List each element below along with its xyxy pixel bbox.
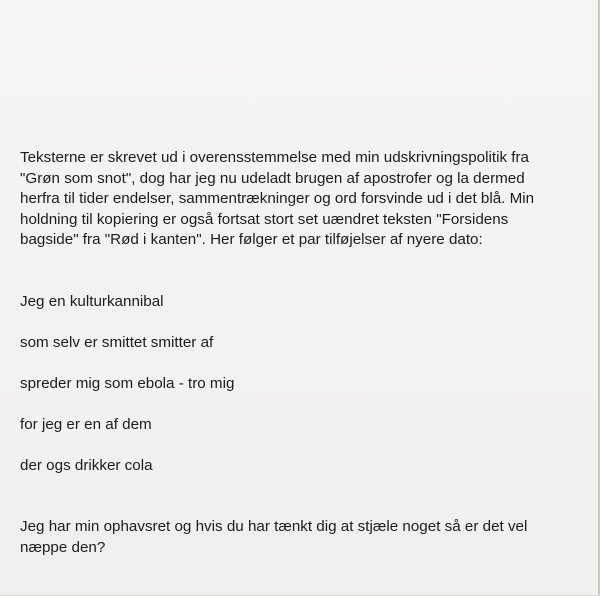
poem-line: der ogs drikker cola [20,456,153,474]
poem [20,271,590,497]
text-block [20,148,590,579]
poem-line: Jeg en kulturkannibal [20,292,164,310]
intro-paragraph: Teksterne er skrevet ud i overensstemmelse med min udskrivningspolitik fra "Grøn som snot", dog har jeg nu udeladt brugen af apostrofer og la dermed herfra til tider endelser, sammentrækninger og ord forsvinde ud i det blå. Min holdning til kopiering er også fortsat stort set uændret teksten "Forsidens bagside" fra "Rød i kanten". Her følger et par tilføjelser af nyere dato: [20,149,535,248]
poem-line: spreder mig som ebola - tro mig [20,374,235,392]
poem-line: for jeg er en af dem [20,415,152,433]
poem-line: som selv er smittet smitter af [20,333,214,351]
closing-paragraph: Jeg har min ophavsret og hvis du har tænkt dig at stjæle noget så er det vel næppe den? [20,518,528,556]
